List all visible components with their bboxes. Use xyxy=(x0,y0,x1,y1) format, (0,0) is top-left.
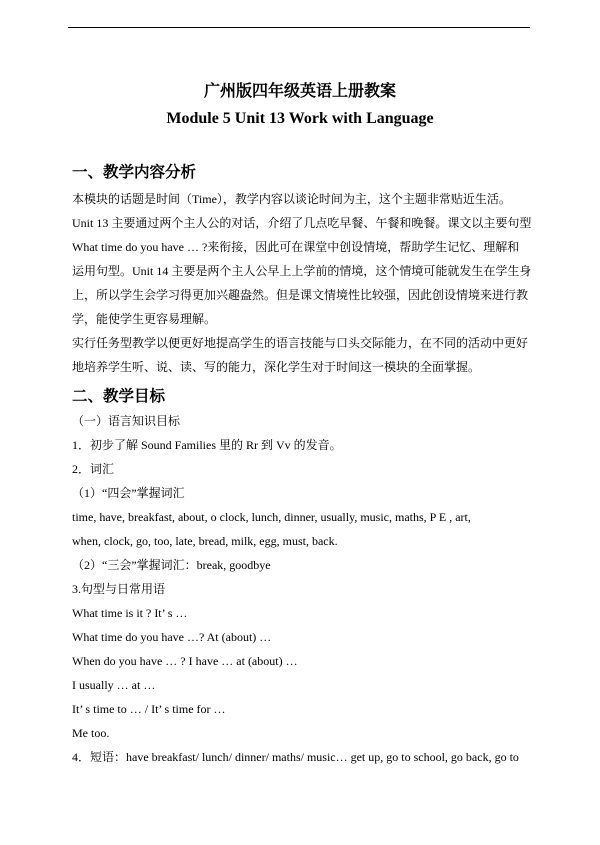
list-item: 4．短语：have breakfast/ lunch/ dinner/ maths/ music… get up, go to school, go back, go to xyxy=(72,750,519,764)
section-heading-analysis: 一、教学内容分析 xyxy=(72,164,197,181)
paragraph-line: 运用句型。Unit 14 主要是两个主人公早上上学前的情境，这个情境可能就发生在学生身 xyxy=(72,264,532,278)
list-item: 3.句型与日常用语 xyxy=(72,582,166,596)
paragraph-line: What time do you have … ?来衔接，因此可在课堂中创设情境，帮助学生记忆、理解和 xyxy=(72,240,520,254)
sub-heading: （一）语言知识目标 xyxy=(72,414,181,428)
header-rule xyxy=(68,27,530,28)
paragraph-line: 地培养学生听、说、读、写的能力，深化学生对于时间这一模块的全面掌握。 xyxy=(72,360,481,374)
document-subtitle: Module 5 Unit 13 Work with Language xyxy=(166,110,434,127)
sentence-pattern: I usually … at … xyxy=(72,678,156,692)
sentence-pattern: Me too. xyxy=(72,726,110,740)
paragraph-line: 上，所以学生会学习得更加兴趣盎然。但是课文情境性比较强，因此创设情境来进行教 xyxy=(72,288,529,302)
list-item: （2）“三会”掌握词汇：break, goodbye xyxy=(72,558,271,572)
vocab-line: when, clock, go, too, late, bread, milk, egg, must, back. xyxy=(72,534,338,548)
vocab-line: time, have, breakfast, about, o clock, lunch, dinner, usually, music, maths, P E , art, xyxy=(72,510,471,524)
list-item: 2．词汇 xyxy=(72,462,115,476)
paragraph-line: 实行任务型教学以便更好地提高学生的语言技能与口头交际能力，在不同的活动中更好 xyxy=(72,336,529,350)
document-title: 广州版四年级英语上册教案 xyxy=(203,83,396,100)
sentence-pattern: What time do you have …? At (about) … xyxy=(72,630,272,644)
section-heading-objectives: 二、教学目标 xyxy=(72,388,166,405)
sentence-pattern: What time is it ? It’ s … xyxy=(72,606,188,620)
paragraph-line: Unit 13 主要通过两个主人公的对话，介绍了几点吃早餐、午餐和晚餐。课文以主要句型 xyxy=(72,216,532,230)
paragraph-line: 学，能使学生更容易理解。 xyxy=(72,312,217,326)
list-item: （1）“四会”掌握词汇 xyxy=(72,486,185,500)
paragraph-line: 本模块的话题是时间（Time），教学内容以谈论时间为主，这个主题非常贴近生活。 xyxy=(72,192,511,206)
sentence-pattern: It’ s time to … / It’ s time for … xyxy=(72,702,226,716)
list-item: 1．初步了解 Sound Families 里的 Rr 到 Vv 的发音。 xyxy=(72,438,342,452)
sentence-pattern: When do you have … ? I have … at (about) … xyxy=(72,654,298,668)
